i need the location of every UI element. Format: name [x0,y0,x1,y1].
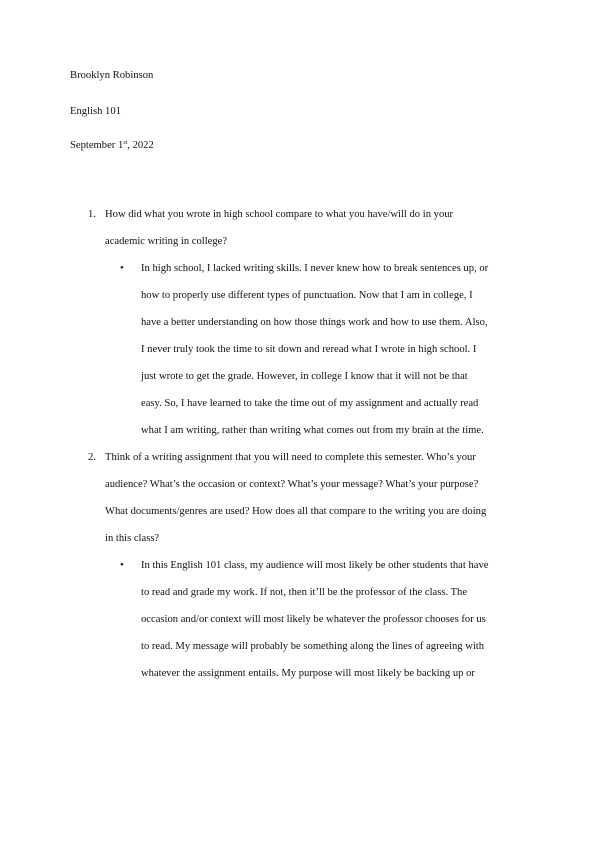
answer-line: how to properly use different types of punctuation. Now that I am in college, I [141,290,473,301]
answer-line: have a better understanding on how those things work and how to use them. Also, [141,317,488,328]
bullet-icon: • [120,559,124,571]
answer-line: occasion and/or context will most likely be whatever the professor chooses for us [141,614,486,625]
date-year: , 2022 [127,140,154,151]
answer-line: to read and grade my work. If not, then it’ll be the professor of the class. The [141,587,468,598]
question-line: How did what you wrote in high school compare to what you have/will do in your [105,209,454,220]
document-date [70,140,154,151]
question-line: academic writing in college? [105,236,228,247]
question-line: in this class? [105,533,160,544]
question-text [105,444,528,552]
answer-line: what I am writing, rather than writing what comes out from my brain at the time. [141,425,484,436]
question-2 [88,444,528,552]
question-line: audience? What’s the occasion or context? What’s your message? What’s your purpose? [105,479,479,490]
question-line: Think of a writing assignment that you will need to complete this semester. Who’s your [105,452,476,463]
author-name: Brooklyn Robinson [70,70,154,81]
answer-line: In this English 101 class, my audience will most likely be other students that have [141,560,489,571]
answer-1 [120,255,520,444]
question-text [105,201,528,255]
date-ordinal-suffix: st [123,140,128,146]
answer-line: whatever the assignment entails. My purpose will most likely be backing up or [141,668,475,679]
question-number: 1. [88,209,96,220]
answer-text [141,552,520,687]
answer-line: In high school, I lacked writing skills. I never knew how to break sentences up, or [141,263,489,274]
question-line: What documents/genres are used? How does all that compare to the writing you are doing [105,506,487,517]
answer-line: easy. So, I have learned to take the time out of my assignment and actually read [141,398,479,409]
date-month-day: September 1 [70,140,124,151]
answer-line: I never truly took the time to sit down and reread what I wrote in high school. I [141,344,477,355]
answer-2 [120,552,520,687]
answer-line: just wrote to get the grade. However, in college I know that it will not be that [141,371,468,382]
question-1 [88,201,528,255]
answer-line: to read. My message will probably be something along the lines of agreeing with [141,641,485,652]
answer-text [141,255,520,444]
course-name: English 101 [70,106,121,117]
question-number: 2. [88,452,96,463]
bullet-icon: • [120,262,124,274]
